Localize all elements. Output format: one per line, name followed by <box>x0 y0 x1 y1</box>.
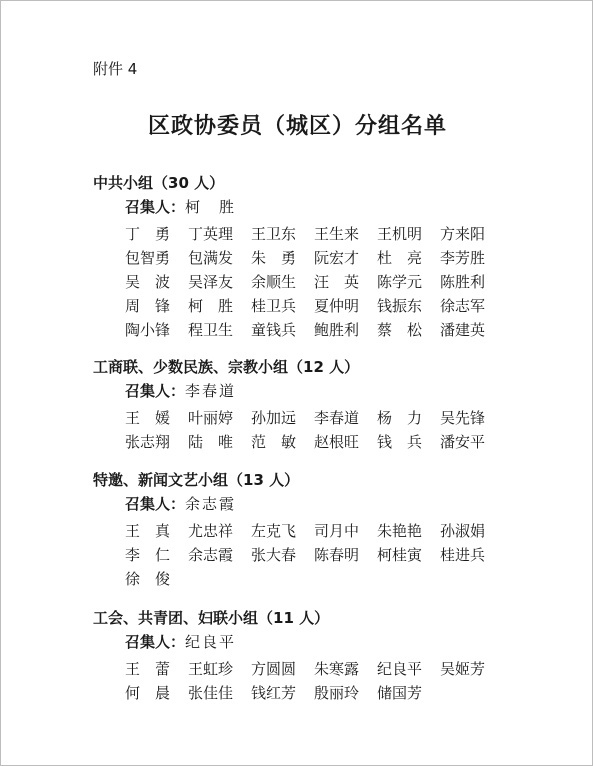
member-list <box>125 222 523 342</box>
convener-line <box>125 380 523 402</box>
member-name: 王机明 <box>377 225 423 243</box>
member-name: 方圆圆 <box>251 660 297 678</box>
member-name: 殷丽玲 <box>314 684 360 702</box>
member-name: 储国芳 <box>377 684 423 702</box>
member-name: 潘建英 <box>440 321 486 339</box>
page-title: 区政协委员（城区）分组名单 <box>147 113 447 139</box>
group-ccp <box>93 173 523 342</box>
member-name: 余顺生 <box>251 273 297 291</box>
convener-label: 召集人： <box>125 495 186 513</box>
convener-name: 纪良平 <box>185 633 237 651</box>
member-name: 丁英理 <box>188 225 234 243</box>
convener-line <box>125 631 523 653</box>
member-name: 赵根旺 <box>314 433 360 451</box>
member-name: 阮宏才 <box>314 249 360 267</box>
member-name: 尤忠祥 <box>188 522 234 540</box>
group-heading: 特邀、新闻文艺小组（13 人） <box>93 471 300 489</box>
convener-label: 召集人： <box>125 633 186 651</box>
convener-label: 召集人： <box>125 198 186 216</box>
group-heading: 工会、共青团、妇联小组（11 人） <box>93 609 330 627</box>
attachment-label: 附件 4 <box>93 60 138 78</box>
member-name: 张佳佳 <box>188 684 234 702</box>
member-name: 何 晨 <box>125 684 171 702</box>
convener-name: 余志霞 <box>185 495 237 513</box>
member-name: 杜 亮 <box>377 249 423 267</box>
member-name: 陈春明 <box>314 546 360 564</box>
member-name: 陆 唯 <box>188 433 234 451</box>
member-name: 王虹珍 <box>188 660 234 678</box>
member-name: 童钱兵 <box>251 321 297 339</box>
member-name: 孙淑娟 <box>440 522 486 540</box>
member-name: 王卫东 <box>251 225 297 243</box>
member-name: 朱艳艳 <box>377 522 423 540</box>
member-name: 陶小锋 <box>125 321 171 339</box>
member-name: 桂卫兵 <box>251 297 297 315</box>
member-name: 蔡 松 <box>377 321 423 339</box>
convener-name: 李春道 <box>185 382 237 400</box>
member-name: 王 媛 <box>125 409 171 427</box>
member-name: 丁 勇 <box>125 225 171 243</box>
member-name: 吴先锋 <box>440 409 486 427</box>
member-name: 孙加远 <box>251 409 297 427</box>
group-special-news-arts <box>93 470 523 591</box>
member-name: 张大春 <box>251 546 297 564</box>
member-name: 纪良平 <box>377 660 423 678</box>
member-name: 吴泽友 <box>188 273 234 291</box>
member-name: 李芳胜 <box>440 249 486 267</box>
member-name: 鲍胜利 <box>314 321 360 339</box>
member-name: 王 真 <box>125 522 171 540</box>
member-name: 夏仲明 <box>314 297 360 315</box>
member-name: 朱寒露 <box>314 660 360 678</box>
member-name: 周 锋 <box>125 297 171 315</box>
member-name: 王 蕾 <box>125 660 171 678</box>
member-name: 王生来 <box>314 225 360 243</box>
member-name: 李春道 <box>314 409 360 427</box>
member-name: 杨 力 <box>377 409 423 427</box>
member-name: 余志霞 <box>188 546 234 564</box>
member-name: 左克飞 <box>251 522 297 540</box>
convener-name: 柯 胜 <box>185 198 237 216</box>
member-name: 程卫生 <box>188 321 234 339</box>
member-name: 张志翔 <box>125 433 171 451</box>
member-name: 陈学元 <box>377 273 423 291</box>
member-list <box>125 406 523 454</box>
member-name: 徐 俊 <box>125 570 171 588</box>
member-list <box>125 519 523 591</box>
member-name: 柯 胜 <box>188 297 234 315</box>
member-name: 吴 波 <box>125 273 171 291</box>
group-business-ethnic-religion <box>93 357 523 454</box>
member-list <box>125 657 523 705</box>
group-heading: 工商联、少数民族、宗教小组（12 人） <box>93 358 360 376</box>
member-name: 柯桂寅 <box>377 546 423 564</box>
group-union-youth-women <box>93 608 523 705</box>
member-name: 桂进兵 <box>440 546 486 564</box>
member-name: 钱振东 <box>377 297 423 315</box>
convener-line <box>125 196 523 218</box>
member-name: 司月中 <box>314 522 360 540</box>
group-heading: 中共小组（30 人） <box>93 174 225 192</box>
member-name: 范 敏 <box>251 433 297 451</box>
member-name: 李 仁 <box>125 546 171 564</box>
member-name: 钱 兵 <box>377 433 423 451</box>
convener-line <box>125 493 523 515</box>
member-name: 钱红芳 <box>251 684 297 702</box>
convener-label: 召集人： <box>125 382 186 400</box>
member-name: 徐志军 <box>440 297 486 315</box>
member-name: 朱 勇 <box>251 249 297 267</box>
member-name: 包智勇 <box>125 249 171 267</box>
member-name: 潘安平 <box>440 433 486 451</box>
member-name: 叶丽婷 <box>188 409 234 427</box>
member-name: 方来阳 <box>440 225 486 243</box>
member-name: 陈胜利 <box>440 273 486 291</box>
member-name: 吴姬芳 <box>440 660 486 678</box>
member-name: 汪 英 <box>314 273 360 291</box>
member-name: 包满发 <box>188 249 234 267</box>
